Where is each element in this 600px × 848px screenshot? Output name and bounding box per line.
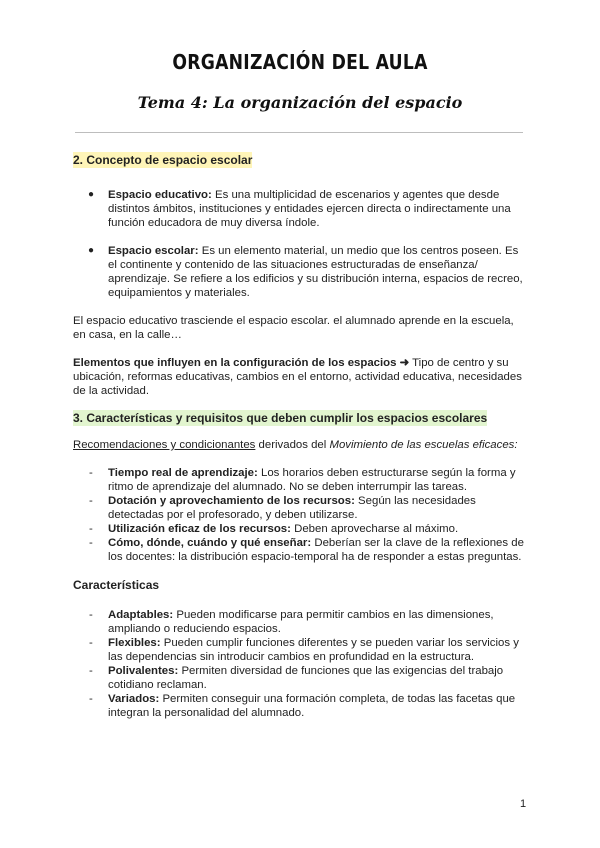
bullet-icon: ● bbox=[88, 189, 95, 200]
item-term: Utilización eficaz de los recursos: bbox=[108, 523, 291, 535]
list-item bbox=[73, 494, 528, 522]
item-term: Cómo, dónde, cuándo y qué enseñar: bbox=[108, 537, 312, 549]
dash-icon: - bbox=[89, 537, 93, 549]
item-text: Pueden modificarse para permitir cambios en las dimensiones, ampliando o reduciendo espacios. bbox=[108, 609, 494, 635]
dash-icon: - bbox=[89, 665, 93, 677]
item-text: Es un elemento material, un medio que los centros poseen. Es el continente y contenido de las situaciones estructuradas de enseñanza/ aprendizaje. Se refiere a los edificios y su distribución interna, espacios de recreo, equipamientos y materiales. bbox=[108, 245, 523, 299]
item-text: Deben aprovecharse al máximo. bbox=[294, 523, 459, 535]
list-item bbox=[73, 522, 528, 536]
list-item bbox=[73, 636, 528, 664]
item-term: Adaptables: bbox=[108, 609, 174, 621]
list-item bbox=[73, 244, 528, 300]
item-term: Tiempo real de aprendizaje: bbox=[108, 467, 258, 479]
dash-icon: - bbox=[89, 693, 93, 705]
arrow-icon: ➜ bbox=[399, 357, 410, 369]
influence-text: Tipo de centro y su ubicación, reformas educativas, cambios en el entorno, actividad educativa, necesidades de la actividad. bbox=[73, 357, 522, 397]
characteristics-list bbox=[73, 608, 528, 720]
item-text: Según las necesidades detectadas por el profesorado, y deben utilizarse. bbox=[108, 495, 476, 521]
bullet-icon: ● bbox=[88, 245, 95, 256]
item-term: Espacio educativo: bbox=[108, 189, 212, 201]
document-title: ORGANIZACIÓN DEL AULA bbox=[172, 50, 428, 74]
dash-icon: - bbox=[89, 495, 93, 507]
document-body bbox=[73, 150, 528, 720]
title-divider bbox=[75, 132, 523, 133]
item-term: Variados: bbox=[108, 693, 160, 705]
list-item bbox=[73, 536, 528, 564]
dash-icon: - bbox=[89, 467, 93, 479]
item-term: Espacio escolar: bbox=[108, 245, 199, 257]
dash-icon: - bbox=[89, 523, 93, 535]
list-item bbox=[73, 188, 528, 230]
recommendations-list bbox=[73, 466, 528, 564]
dash-icon: - bbox=[89, 637, 93, 649]
section-2-heading: 2. Concepto de espacio escolar bbox=[73, 153, 253, 167]
list-item bbox=[73, 466, 528, 494]
page-number: 1 bbox=[520, 798, 527, 810]
characteristics-heading: Características bbox=[73, 578, 160, 592]
paragraph: El espacio educativo trasciende el espacio escolar. el alumnado aprende en la escuela, en casa, en la calle… bbox=[73, 315, 514, 341]
recommendations-intro: Recomendaciones y condicionantes derivados del Movimiento de las escuelas eficaces: bbox=[73, 439, 518, 451]
item-text: Pueden cumplir funciones diferentes y se pueden variar los servicios y las dependencias sin introducir cambios en profundidad en la estructura. bbox=[108, 637, 519, 663]
document-subtitle: Tema 4: La organización del espacio bbox=[137, 93, 463, 112]
influence-term: Elementos que influyen en la configuración de los espacios bbox=[73, 357, 397, 369]
item-term: Polivalentes: bbox=[108, 665, 179, 677]
section-3-heading: 3. Características y requisitos que deben cumplir los espacios escolares bbox=[73, 411, 488, 425]
item-text: Es una multiplicidad de escenarios y agentes que desde distintos ámbitos, instituciones y entidades ejercen directa o indirectamente una función educadora de muy diversa índole. bbox=[108, 189, 511, 229]
concept-list bbox=[73, 188, 528, 300]
item-text: Permiten diversidad de funciones que las exigencias del trabajo cotidiano reclaman. bbox=[108, 665, 504, 691]
dash-icon: - bbox=[89, 609, 93, 621]
item-text: Los horarios deben estructurarse según la forma y ritmo de aprendizaje del alumnado. No se deben interrumpir las tareas. bbox=[108, 467, 516, 493]
item-text: Deberían ser la clave de la reflexiones de los docentes: la distribución espacio-temporal ha de responder a estas preguntas. bbox=[108, 537, 524, 563]
list-item bbox=[73, 608, 528, 636]
item-term: Flexibles: bbox=[108, 637, 161, 649]
item-text: Permiten conseguir una formación completa, de todas las facetas que integran la personalidad del alumnado. bbox=[108, 693, 516, 719]
influence-paragraph bbox=[73, 356, 528, 398]
item-term: Dotación y aprovechamiento de los recursos: bbox=[108, 495, 355, 507]
list-item bbox=[73, 664, 528, 692]
list-item bbox=[73, 692, 528, 720]
